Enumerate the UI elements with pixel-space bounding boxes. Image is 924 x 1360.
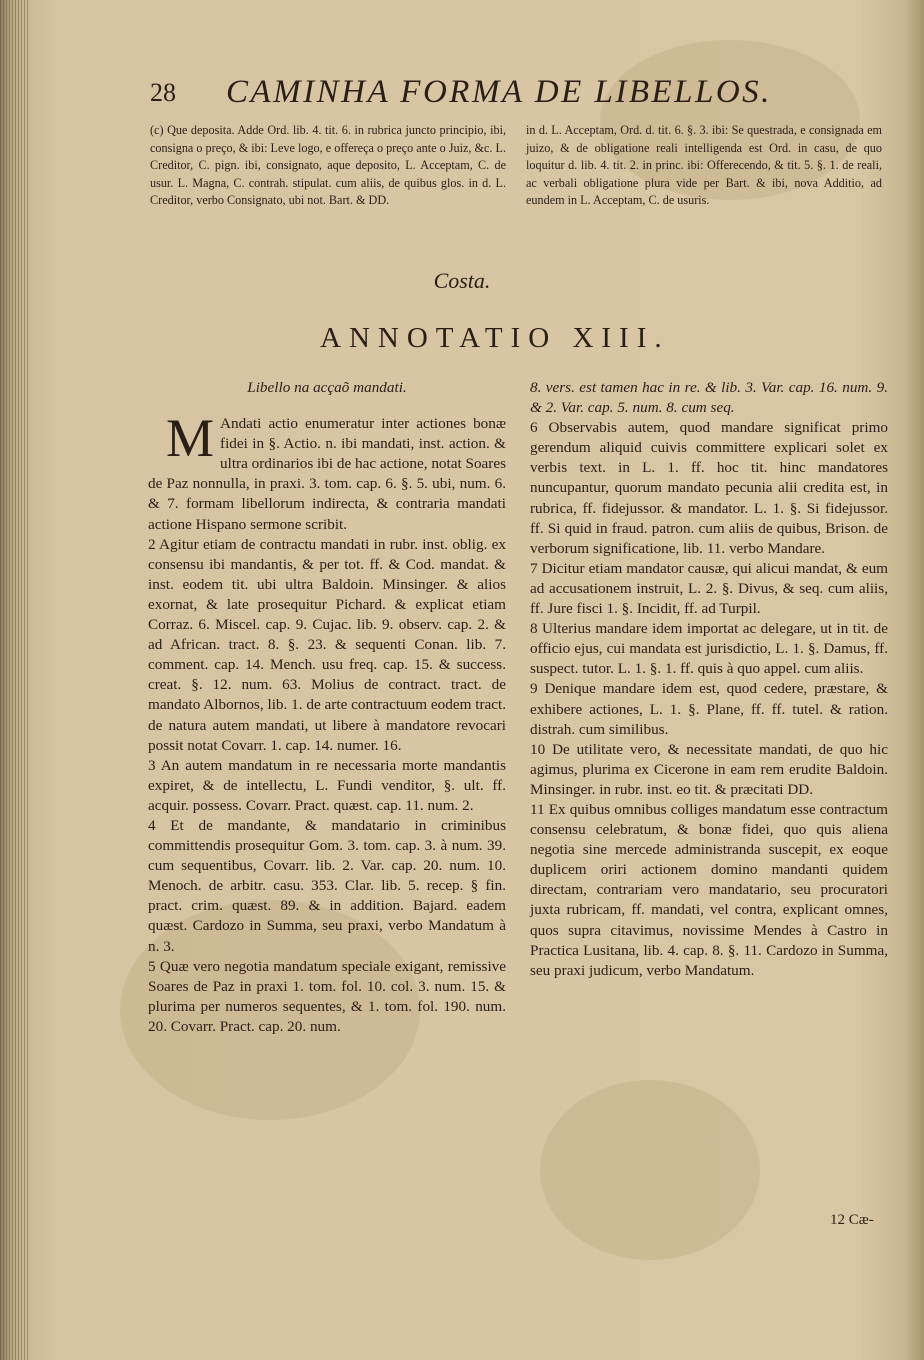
paper-stain — [540, 1080, 760, 1260]
footnote-left — [150, 122, 506, 210]
running-title: CAMINHA FORMA DE LIBELLOS. — [226, 74, 772, 110]
paragraph-6: 6 Observabis autem, quod mandare significat primo gerendum aliquid cuivis committere explicari solet ex verbis text. in L. 1. ff. hoc tit. hinc mandatores nuncupantur, quorum mandato pecunia alii credita est, in rubrica, ff. fidejussor. & mandator. L. 1. §. Si fidejussor. ff. Si quid in fraud. patron. cum aliis de quibus, Brison. de verborum significatione, lib. 11. verbo Mandare. — [530, 419, 888, 557]
author-name: Costa. — [433, 268, 491, 293]
paragraph-11: 11 Ex quibus omnibus colliges mandatum esse contractum consensu celebratum, & bonæ fidei, quo quis aliena negotia sine mercede administranda suscepit, ex eoque duplicem oriri actionem domino mandanti quidem directam, contrariam vero mandatario, seu procuratori juxta rubricam, ff. mandati, vel contra, explicant omnes, quos supra citavimus, novissime Mendes à Castro in Practica Lusitana, lib. 4. cap. 8. §. 11. Cardozo in Summa, seu praxi judicum, verbo Mandatum. — [530, 800, 888, 979]
drop-cap: M — [166, 408, 215, 469]
footnote-right — [526, 122, 882, 210]
paragraph-4: 4 Et de mandante, & mandatario in criminibus committendis prosequitur Gom. 3. tom. cap. 3. à num. 39. cum sequentibus, Covarr. lib. 2. Var. cap. 20. num. 10. Menoch. de arbitr. casu. 353. Clar. lib. 5. recep. § fin. pract. crim. quæst. 89. & in addition. Bajard. eadem quæst. Cardozo in Summa, seu praxi, verbo Mandatum à n. 3. — [148, 816, 506, 955]
paragraph-7: 7 Dicitur etiam mandator causæ, qui alicui mandat, & eum ad accusationem instruit, L. 2. §. Divus, & seq. cum aliis, ff. Jure fisci 1. §. Incidit, ff. ad Turpil. — [530, 559, 888, 618]
paragraph-8: 8 Ulterius mandare idem importat ac delegare, ut in tit. de officio ejus, cui mandata est jurisdictio, L. 1. §. Damus, ff. suspect. tutor. L. 1. §. 1. ff. quis à quo appel. cum aliis. — [530, 620, 888, 678]
paragraph-text: Andati actio enumeratur inter actiones bonæ fidei in §. Actio. n. ibi mandati, inst. action. & ultra ordinarios ibi de hac actione, notat Soares de Paz nonnulla, in praxi. 3. tom. cap. 6. §. 5. ubi, num. 6. & 7. formam libellorum indirecta, & contraria mandati actione Hispano sermone scribit. — [148, 415, 506, 533]
paragraph-3: 3 An autem mandatum in re necessaria morte mandantis expiret, & de intellectu, L. Fundi venditor, §. ult. ff. acquir. possess. Covarr. Pract. quæst. cap. 11. num. 2. — [148, 756, 506, 814]
paragraph-2: 2 Agitur etiam de contractu mandati in rubr. inst. oblig. ex consensu ibi mandantis, & per tot. ff. & Cod. mandat. & inst. eodem tit. ubi ultra Baldoin. Minsinger. & alios exornat, & late prosequitur Pichard. & explicat etiam Corraz. 6. Miscel. cap. 9. Cujac. lib. 9. observ. cap. 2. & ad African. tract. 8. §. 23. & sequenti Conan. lib. 7. comment. cap. 14. Mench. usu freq. cap. 15. & success. creat. §. 12. num. 63. Molius de contract. tract. de mandato Albornos, lib. 1. de arte contractuum eodem tract. de natura autem mandati, ut libere à mandatore revocari possit notat Covarr. 1. cap. 14. numer. 16. — [148, 535, 506, 754]
left-column — [148, 378, 506, 1037]
footnote-text: in d. L. Acceptam, Ord. d. tit. 6. §. 3. ibi: Se questrada, e consignada em juizo, & de obligatione reali intelligenda est Ord. in casu, de quo loquitur d. lib. 4. tit. 2. in princ. ibi: Offerecendo, & tit. 5. §. 1. de reali, ac verbali obligatione plura vide per Bart. & ibi, nova Additio, ad eundem in L. Acceptam, C. de usuris. — [526, 123, 882, 208]
paragraph-10: 10 De utilitate vero, & necessitate mandati, de quo hic agimus, plurima ex Cicerone in eam rem erudite Baldoin. Minsinger. in rubr. inst. eo tit. & præcitati DD. — [530, 740, 888, 798]
running-header — [150, 74, 870, 118]
page-number: 28 — [150, 78, 176, 107]
paragraph-1 — [148, 408, 506, 535]
section-subtitle: Libello na acçaõ mandati. — [247, 379, 407, 396]
paragraph-9: 9 Denique mandare idem est, quod cedere, præstare, & exhibere actiones, L. 1. §. Plane, ff. ff. tutel. & ration. distrah. cum similibus. — [530, 680, 888, 738]
annotation-title: ANNOTATIO XIII. — [320, 322, 670, 354]
paragraph-5: 5 Quæ vero negotia mandatum speciale exigant, remissive Soares de Paz in praxi 1. tom. fol. 10. col. 3. num. 15. & plurima per numeros sequentes, & 1. tom. fol. 190. num. 20. Covarr. Pract. cap. 20. num. — [148, 957, 506, 1035]
right-column — [530, 378, 888, 981]
footnote-text: (c) Que deposita. Adde Ord. lib. 4. tit. 6. in rubrica juncto principio, ibi, consigna o preço, & ibi: Leve logo, e offereça o preço ante o Juiz, &c. L. Creditor, C. pign. ibi, consignato, aque deposito, L. Acceptam, C. de usur. L. Magna, C. contrah. stipulat. cum aliis, de quibus glos. in d. L. Creditor, verbo Consignato, ubi not. Bart. & DD. — [150, 123, 506, 208]
catchword: 12 Cæ- — [830, 1212, 874, 1228]
paragraph-continuation: 8. vers. est tamen hac in re. & lib. 3. Var. cap. 16. num. 9. & 2. Var. cap. 5. num. 8. cum seq. — [530, 379, 888, 417]
